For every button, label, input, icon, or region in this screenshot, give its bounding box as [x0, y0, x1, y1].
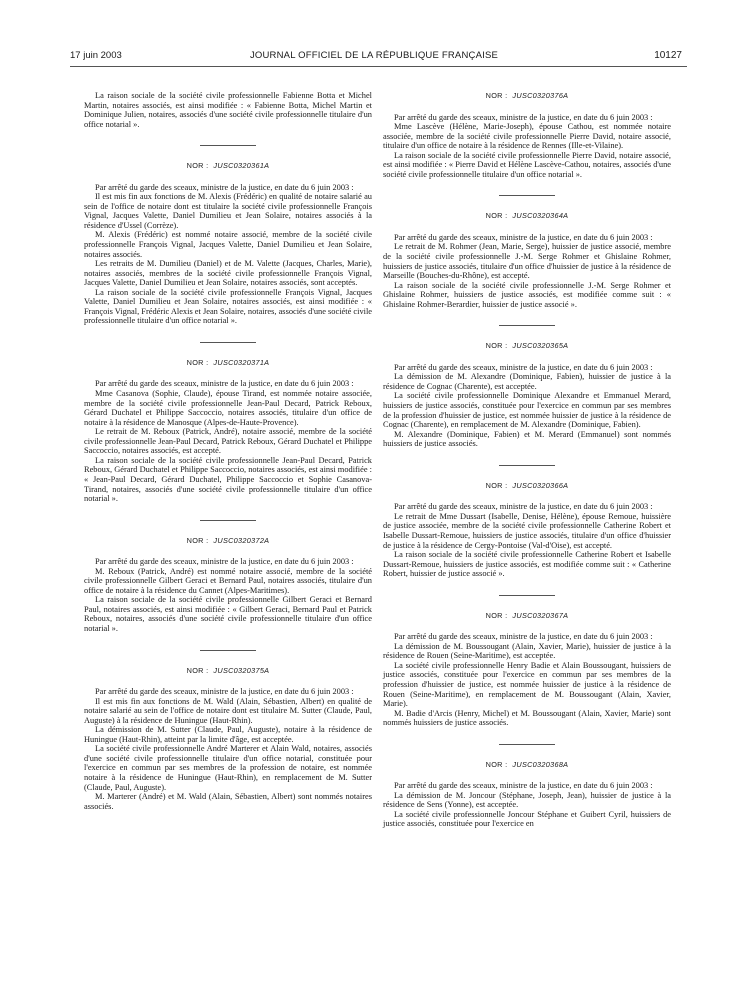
- paragraph: Le retrait de Mme Dussart (Isabelle, Denise, Hélène), épouse Remoue, huissière de justice associée, membre de la société civile professionnelle Catherine Robert et Isabelle Dussart-Remoue, huissiers de justice associés, titulaire d'un office d'huissier de justice à la résidence de Cergy-Pontoise (Val-d'Oise), est accepté.: [383, 511, 671, 550]
- nor-code: JUSC0320365A: [512, 341, 569, 351]
- section-separator: [499, 595, 555, 596]
- paragraph: Par arrêté du garde des sceaux, ministre de la justice, en date du 6 juin 2003 :: [394, 232, 653, 242]
- paragraph: La démission de M. Joncour (Stéphane, Joseph, Jean), huissier de justice à la résidence de Sens (Yonne), est acceptée.: [383, 790, 671, 810]
- paragraph: La société civile professionnelle Joncour Stéphane et Guibert Cyril, huissiers de justice associés, constituée pour l'exercice en: [383, 809, 671, 829]
- decree-section: [84, 161, 372, 343]
- nor-reference: [383, 611, 671, 621]
- decree-section: [383, 341, 671, 465]
- nor-reference: [84, 161, 372, 171]
- page-number: 10127: [654, 50, 682, 61]
- nor-label: NOR :: [485, 759, 508, 769]
- nor-code: JUSC0320376A: [512, 91, 569, 100]
- nor-code: JUSC0320361A: [213, 161, 270, 171]
- paragraph: Le retrait de M. Rohmer (Jean, Marie, Serge), huissier de justice associé, membre de la société civile professionnelle J.-M. Serge Rohmer et Ghislaine Rohmer, huissiers de justice associés, titulaire d'un office d'huissier de justice à la résidence de Marseille (Bouches-du-Rhône), est accepté.: [383, 242, 671, 281]
- nor-code: JUSC0320371A: [213, 357, 270, 367]
- paragraph: La démission de M. Alexandre (Dominique, Fabien), huissier de justice à la résidence de Cognac (Charente), est acceptée.: [383, 372, 671, 391]
- nor-reference: [84, 358, 372, 368]
- paragraph: Par arrêté du garde des sceaux, ministre de la justice, en date du 6 juin 2003 :: [394, 502, 653, 512]
- paragraph: La société civile professionnelle Dominique Alexandre et Emmanuel Merard, huissiers de justice associés, constituée pour l'exercice en commun par ses membres de la profession d'huissier de justice, est nommée huissier de justice à la résidence de Cognac (Charente), en remplacement de M. Alexandre (Dominique, Fabien).: [383, 391, 671, 430]
- section-separator: [499, 744, 555, 745]
- decree-section: [84, 536, 372, 651]
- page-header: [0, 50, 748, 64]
- paragraph: La raison sociale de la société civile professionnelle Catherine Robert et Isabelle Dussart-Remoue, huissiers de justice associés, est modifiée comme suit : « Catherine Robert, huissier de justice associé ».: [383, 550, 671, 579]
- decree-section: [383, 211, 671, 326]
- left-column: [84, 91, 372, 811]
- nor-code: JUSC0320367A: [512, 610, 569, 620]
- section-separator: [499, 195, 555, 196]
- nor-label: NOR :: [186, 665, 209, 675]
- paragraph: Par arrêté du garde des sceaux, ministre de la justice, en date du 6 juin 2003 :: [95, 182, 354, 192]
- decree-section: [84, 358, 372, 521]
- paragraph: Il est mis fin aux fonctions de M. Alexis (Frédéric) en qualité de notaire salarié au sein de l'office de notaire dont est titulaire la société civile professionnelle François Vignal, Jacques Valette, Daniel Dumilieu et Jean Solaire, notaires associés à la résidence d'Ussel (Corrèze).: [84, 192, 372, 230]
- paragraph: La raison sociale de la société civile professionnelle Pierre David, notaire associé, est ainsi modifiée : « Pierre David et Hélène Lascève-Cathou, notaires, associés d'une société civile professionnelle titulaire d'un office notarial ».: [383, 150, 671, 179]
- paragraph: Par arrêté du garde des sceaux, ministre de la justice, en date du 6 juin 2003 :: [394, 632, 653, 642]
- paragraph: La raison sociale de la société civile professionnelle Fabienne Botta et Michel Martin, notaires associés, est ainsi modifiée : « Fabienne Botta, Michel Martin et Dominique Julien, notaires, associés d'une société civile professionnelle titulaire d'un office notarial ».: [84, 91, 372, 129]
- paragraph: Il est mis fin aux fonctions de M. Wald (Alain, Sébastien, Albert) en qualité de notaire salarié au sein de l'office de notaire dont est titulaire M. Sutter (Claude, Paul, Auguste) à la résidence de Huningue (Haut-Rhin).: [84, 696, 372, 725]
- nor-label: NOR :: [485, 480, 508, 490]
- issue-date: 17 juin 2003: [70, 50, 122, 61]
- paragraph: Par arrêté du garde des sceaux, ministre de la justice, en date du 6 juin 2003 :: [394, 362, 653, 372]
- decree-section: [383, 611, 671, 745]
- nor-code: JUSC0320368A: [512, 759, 569, 769]
- paragraph: Par arrêté du garde des sceaux, ministre de la justice, en date du 6 juin 2003 :: [394, 781, 653, 791]
- nor-reference: [383, 760, 671, 770]
- paragraph: Par arrêté du garde des sceaux, ministre de la justice, en date du 6 juin 2003 :: [95, 379, 354, 389]
- nor-reference: [383, 91, 671, 101]
- decree-section: [383, 91, 671, 196]
- decree-section: [84, 91, 372, 146]
- section-separator: [499, 325, 555, 326]
- paragraph: La raison sociale de la société civile professionnelle J.-M. Serge Rohmer et Ghislaine Rohmer, huissiers de justice associés, est modifiée comme suit : « Ghislaine Rohmer-Berardier, huissier de justice associé ».: [383, 280, 671, 309]
- paragraph: Par arrêté du garde des sceaux, ministre de la justice, en date du 6 juin 2003 :: [394, 112, 653, 122]
- nor-label: NOR :: [186, 535, 209, 545]
- paragraph: La démission de M. Boussougant (Alain, Xavier, Marie), huissier de justice à la résidence de Rouen (Seine-Maritime), est acceptée.: [383, 641, 671, 661]
- paragraph: La raison sociale de la société civile professionnelle François Vignal, Jacques Valette, Daniel Dumilieu et Jean Solaire, notaires associés, est ainsi modifiée : « François Vignal, Frédéric Alexis et Jean Solaire, notaires, associés d'une société civile professionnelle titulaire d'un office notarial ».: [84, 287, 372, 326]
- section-separator: [499, 465, 555, 466]
- nor-code: JUSC0320366A: [512, 480, 569, 490]
- nor-reference: [383, 481, 671, 491]
- paragraph: M. Badie d'Arcis (Henry, Michel) et M. Boussougant (Alain, Xavier, Marie) sont nommés huissiers de justice associés.: [383, 708, 671, 728]
- paragraph: La raison sociale de la société civile professionnelle Gilbert Geraci et Bernard Paul, notaires associés, est ainsi modifiée : « Gilbert Geraci, Bernard Paul et Patrick Reboux, notaires, associés d'une société civile professionnelle titulaire d'un office notarial ».: [84, 595, 372, 633]
- nor-reference: [383, 211, 671, 221]
- nor-label: NOR :: [485, 341, 508, 351]
- paragraph: M. Alexis (Frédéric) est nommé notaire associé, membre de la société civile professionnelle François Vignal, Jacques Valette, Daniel Dumilieu et Jean Solaire, notaires associés.: [84, 230, 372, 259]
- paragraph: La raison sociale de la société civile professionnelle Jean-Paul Decard, Patrick Reboux, Gérard Duchatel et Philippe Saccoccio, notaires associés, est ainsi modifiée : « Jean-Paul Decard, Gérard Duchatel, Philippe Saccoccio et Sophie Casanova-Tirand, notaires, associés d'une société civile professionnelle titulaire d'un office notarial ».: [84, 455, 372, 504]
- section-separator: [200, 650, 256, 651]
- paragraph: Les retraits de M. Dumilieu (Daniel) et de M. Valette (Jacques, Charles, Marie), notaires associés, membres de la société civile professionnelle François Vignal, Jacques Valette, Daniel Dumilieu et Jean Solaire, notaires associés, sont acceptés.: [84, 259, 372, 288]
- nor-reference: [84, 536, 372, 546]
- paragraph: Par arrêté du garde des sceaux, ministre de la justice, en date du 6 juin 2003 :: [95, 557, 354, 567]
- paragraph: La société civile professionnelle Henry Badie et Alain Boussougant, huissiers de justice associés, constituée pour l'exercice en commun par ses membres de la profession d'huissier de justice, est nommée huissier de justice à la résidence de Rouen (Seine-Maritime), en remplacement de M. Boussougant (Alain, Xavier, Marie).: [383, 660, 671, 709]
- paragraph: La société civile professionnelle André Marterer et Alain Wald, notaires, associés d'une société civile professionnelle titulaire d'un office notarial, constituée pour l'exercice en commun par ses membres de la profession de notaire, est nommée notaire à la résidence de Huningue (Haut-Rhin), en remplacement de M. Sutter (Claude, Paul, Auguste).: [84, 744, 372, 792]
- nor-code: JUSC0320364A: [512, 211, 569, 221]
- decree-section: [383, 760, 671, 829]
- right-column: [383, 91, 671, 829]
- section-separator: [200, 520, 256, 521]
- nor-label: NOR :: [485, 610, 508, 620]
- section-separator: [200, 342, 256, 343]
- decree-section: [383, 481, 671, 596]
- nor-reference: [84, 666, 372, 676]
- decree-section: [84, 666, 372, 812]
- journal-title: JOURNAL OFFICIEL DE LA RÉPUBLIQUE FRANÇAISE: [249, 50, 499, 61]
- paragraph: Par arrêté du garde des sceaux, ministre de la justice, en date du 6 juin 2003 :: [95, 687, 354, 697]
- header-rule: [70, 66, 687, 67]
- nor-label: NOR :: [186, 357, 209, 367]
- paragraph: M. Reboux (Patrick, André) est nommé notaire associé, membre de la société civile professionnelle Gilbert Geraci et Bernard Paul, notaires associés, titulaire d'un office de notaire à la résidence du Cannet (Alpes-Maritimes).: [84, 566, 372, 595]
- paragraph: M. Marterer (André) et M. Wald (Alain, Sébastien, Albert) sont nommés notaires associés.: [84, 792, 372, 811]
- nor-code: JUSC0320375A: [213, 665, 270, 675]
- nor-reference: [383, 341, 671, 351]
- nor-label: NOR :: [485, 211, 508, 221]
- section-separator: [200, 145, 256, 146]
- paragraph: Mme Lascève (Hélène, Marie-Joseph), épouse Cathou, est nommée notaire associée, membre de la société civile professionnelle Pierre David, notaire associé, titulaire d'un office de notaire à la résidence de Rennes (Ille-et-Vilaine).: [383, 122, 671, 151]
- paragraph: Mme Casanova (Sophie, Claude), épouse Tirand, est nommée notaire associée, membre de la société civile professionnelle Jean-Paul Decard, Patrick Reboux, Gérard Duchatel et Philippe Saccoccio, notaires associés, titulaire d'un office de notaire à la résidence de Manosque (Alpes-de-Haute-Provence).: [84, 389, 372, 427]
- nor-label: NOR :: [186, 161, 209, 171]
- nor-code: JUSC0320372A: [213, 535, 270, 545]
- paragraph: Le retrait de M. Reboux (Patrick, André), notaire associé, membre de la société civile professionnelle Jean-Paul Decard, Patrick Reboux, Gérard Duchatel et Philippe Saccoccio, notaires associés, est accepté.: [84, 427, 372, 456]
- paragraph: M. Alexandre (Dominique, Fabien) et M. Merard (Emmanuel) sont nommés huissiers de justice associés.: [383, 429, 671, 449]
- nor-label: NOR :: [485, 91, 508, 100]
- paragraph: La démission de M. Sutter (Claude, Paul, Auguste), notaire à la résidence de Huningue (Haut-Rhin), atteint par la limite d'âge, est acceptée.: [84, 725, 372, 744]
